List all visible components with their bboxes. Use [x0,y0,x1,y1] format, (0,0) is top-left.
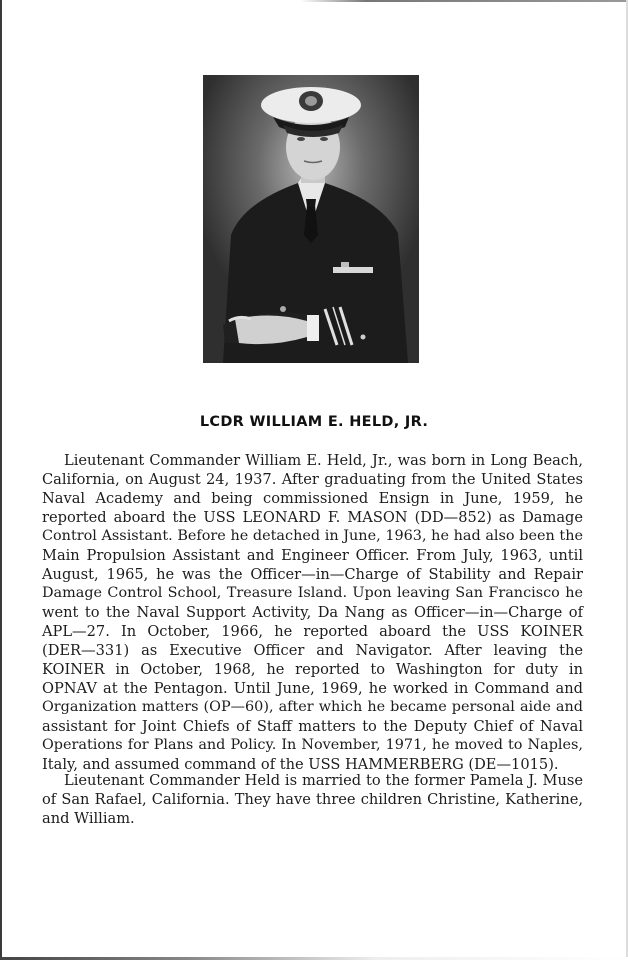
text-line: assistant for Joint Chiefs of Staff matters to the Deputy Chief of Naval [42,718,583,735]
family-paragraph [42,771,583,828]
ribbons [333,267,373,273]
text-line: APL—27. In October, 1966, he reported aboard the USS KOINER [42,623,583,640]
text-line: Naval Academy and being commissioned Ensign in June, 1959, he [42,490,583,507]
text-line: (DER—331) as Executive Officer and Navigator. After leaving the [42,642,583,659]
page-title: LCDR WILLIAM E. HELD, JR. [199,414,429,430]
text-line: Italy, and assumed command of the USS HAMMERBERG (DE—1015). [42,756,559,773]
page-edge-left [0,0,2,960]
text-line: August, 1965, he was the Officer—in—Charge of Stability and Repair [42,566,583,583]
text-line: Lieutenant Commander Held is married to the former Pamela J. Muse [64,772,583,789]
text-line: Organization matters (OP—60), after which he became personal aide and [42,699,583,715]
text-line: Operations for Plans and Policy. In November, 1971, he moved to Naples, [42,737,583,753]
portrait-photo [203,75,419,363]
text-line: and William. [42,810,135,827]
portrait-illustration [203,75,419,363]
text-line: California, on August 24, 1937. After graduating from the United States [42,471,583,488]
text-line: reported aboard the USS LEONARD F. MASON (DD—852) as Damage [42,509,583,526]
text-line: of San Rafael, California. They have three children Christine, Katherine, [42,791,583,808]
text-line: OPNAV at the Pentagon. Until June, 1969, he worked in Command and [42,680,583,697]
text-line: Control Assistant. Before he detached in June, 1963, he had also been the [42,528,583,544]
page-edge-top [300,0,628,2]
text-line: Lieutenant Commander William E. Held, Jr., was born in Long Beach, [64,452,583,469]
biography-paragraph [42,451,583,774]
text-line: went to the Naval Support Activity, Da Nang as Officer—in—Charge of [42,604,583,621]
text-line: KOINER in October, 1968, he reported to Washington for duty in [42,661,583,678]
text-line: Damage Control School, Treasure Island. Upon leaving San Francisco he [42,585,583,601]
text-line: Main Propulsion Assistant and Engineer Officer. From July, 1963, until [42,547,583,564]
